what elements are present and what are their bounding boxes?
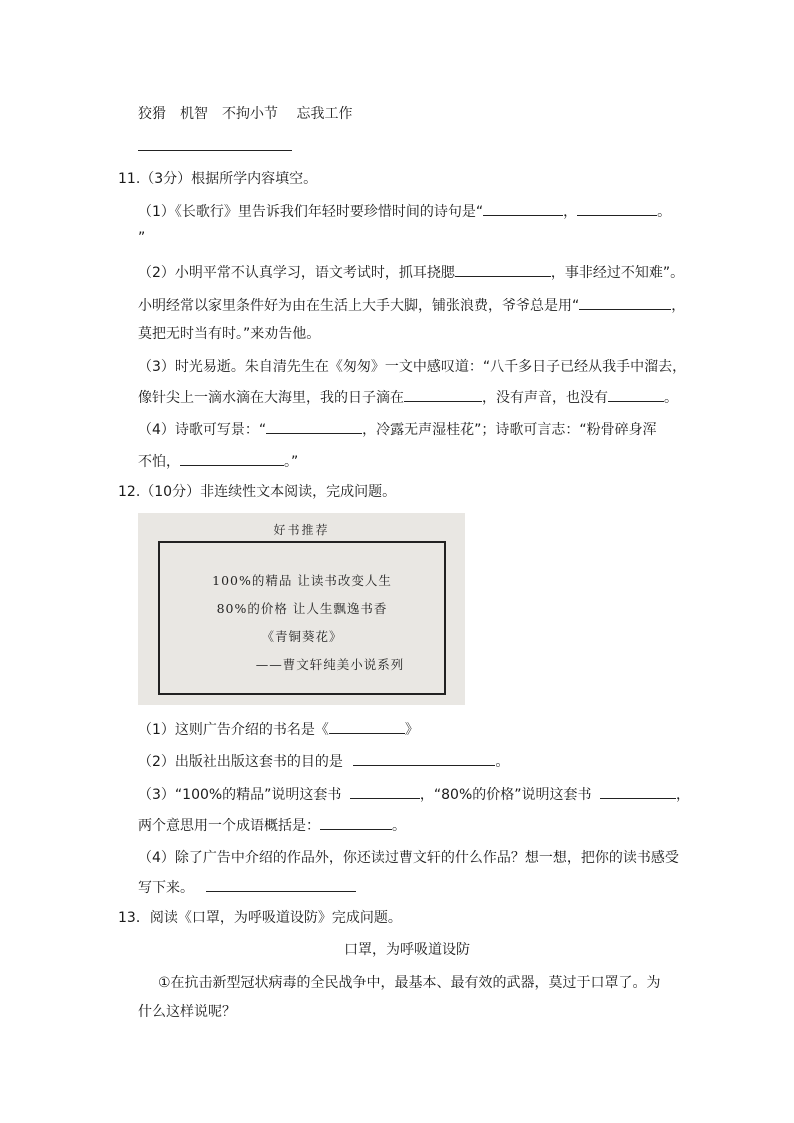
q12-sub4-line1: （4）除了广告中介绍的作品外，你还读过曹文轩的什么作品？想一想，把你的读书感受 bbox=[138, 850, 679, 866]
q12-blank-5[interactable] bbox=[320, 815, 392, 830]
q12-sub1: （1）这则广告介绍的书名是《 》 bbox=[138, 719, 419, 740]
q11-part3-line1: （3）时光易逝。朱自清先生在《匆匆》一文中感叹道：“八千多日子已经从我手中溜去， bbox=[138, 359, 687, 375]
q12-sub3-line2: 两个意思用一个成语概括是： 。 bbox=[138, 815, 406, 836]
ad-line-quality: 100%的精品 让读书改变人生 bbox=[212, 573, 392, 588]
q11-part2-line1: （2）小明平常不认真学习，语文考试时，抓耳挠腮 ，事非经过不知难”。 bbox=[138, 262, 684, 283]
book-ad-image bbox=[138, 513, 465, 705]
q11-blank-2[interactable] bbox=[577, 201, 657, 216]
ad-frame bbox=[158, 541, 446, 695]
q12-sub2: （2）出版社出版这套书的目的是 。 bbox=[138, 751, 509, 772]
q11-part4-line1: （4）诗歌可写景：“ ，冷露无声湿桂花”；诗歌可言志：“粉骨碎身浑 bbox=[138, 419, 657, 440]
q11-blank-3[interactable] bbox=[455, 262, 551, 277]
q11-blank-5[interactable] bbox=[404, 387, 482, 402]
ad-line-price: 80%的价格 让人生飘逸书香 bbox=[216, 601, 388, 616]
q10-answer-line[interactable] bbox=[138, 136, 292, 157]
ad-series: ——曹文轩纯美小说系列 bbox=[255, 657, 405, 672]
ad-book-title: 《青铜葵花》 bbox=[261, 629, 343, 644]
q13-article-title: 口罩，为呼吸道设防 bbox=[344, 942, 470, 958]
q13-para1-line2: 什么这样说呢？ bbox=[138, 1004, 236, 1020]
q11-blank-1[interactable] bbox=[483, 201, 563, 216]
q11-part2-line3: 莫把无时当有时。”来劝告他。 bbox=[138, 326, 321, 342]
q12-blank-6[interactable] bbox=[206, 877, 356, 892]
q12-blank-4[interactable] bbox=[600, 784, 676, 799]
q11-part1-close: ” bbox=[138, 230, 146, 246]
q12-blank-1[interactable] bbox=[329, 719, 405, 734]
q11-blank-6[interactable] bbox=[608, 387, 664, 402]
q11-blank-8[interactable] bbox=[180, 451, 284, 466]
q11-blank-4[interactable] bbox=[579, 295, 671, 310]
q13-para1-line1: ①在抗击新型冠状病毒的全民战争中，最基本、最有效的武器，莫过于口罩了。为 bbox=[158, 975, 661, 991]
q12-sub4-line2: 写下来。 bbox=[138, 877, 356, 898]
q11-part3-line2: 像针尖上一滴水滴在大海里，我的日子滴在 ，没有声音，也没有 。 bbox=[138, 387, 678, 408]
ad-heading: 好书推荐 bbox=[273, 523, 330, 537]
q11-part4-line2: 不怕， 。” bbox=[138, 451, 298, 472]
q12-sub3-line1: （3）“100%的精品”说明这套书 ，“80%的价格”说明这套书 ， bbox=[138, 784, 690, 805]
word-options: 狡猾 机智 不拘小节 忘我工作 bbox=[138, 106, 353, 122]
q11-blank-7[interactable] bbox=[266, 419, 362, 434]
q12-blank-2[interactable] bbox=[353, 751, 495, 766]
q12-header: 12.（10分）非连续性文本阅读，完成问题。 bbox=[118, 484, 397, 500]
q11-part2-line2: 小明经常以家里条件好为由在生活上大手大脚，铺张浪费，爷爷总是用“ ， bbox=[138, 295, 685, 316]
q12-blank-3[interactable] bbox=[350, 784, 420, 799]
q13-header: 13．阅读《口罩，为呼吸道设防》完成问题。 bbox=[118, 910, 402, 926]
q11-part1: （1）《长歌行》里告诉我们年轻时要珍惜时间的诗句是“ ， 。 bbox=[138, 201, 671, 222]
q11-header: 11.（3分）根据所学内容填空。 bbox=[118, 171, 318, 187]
